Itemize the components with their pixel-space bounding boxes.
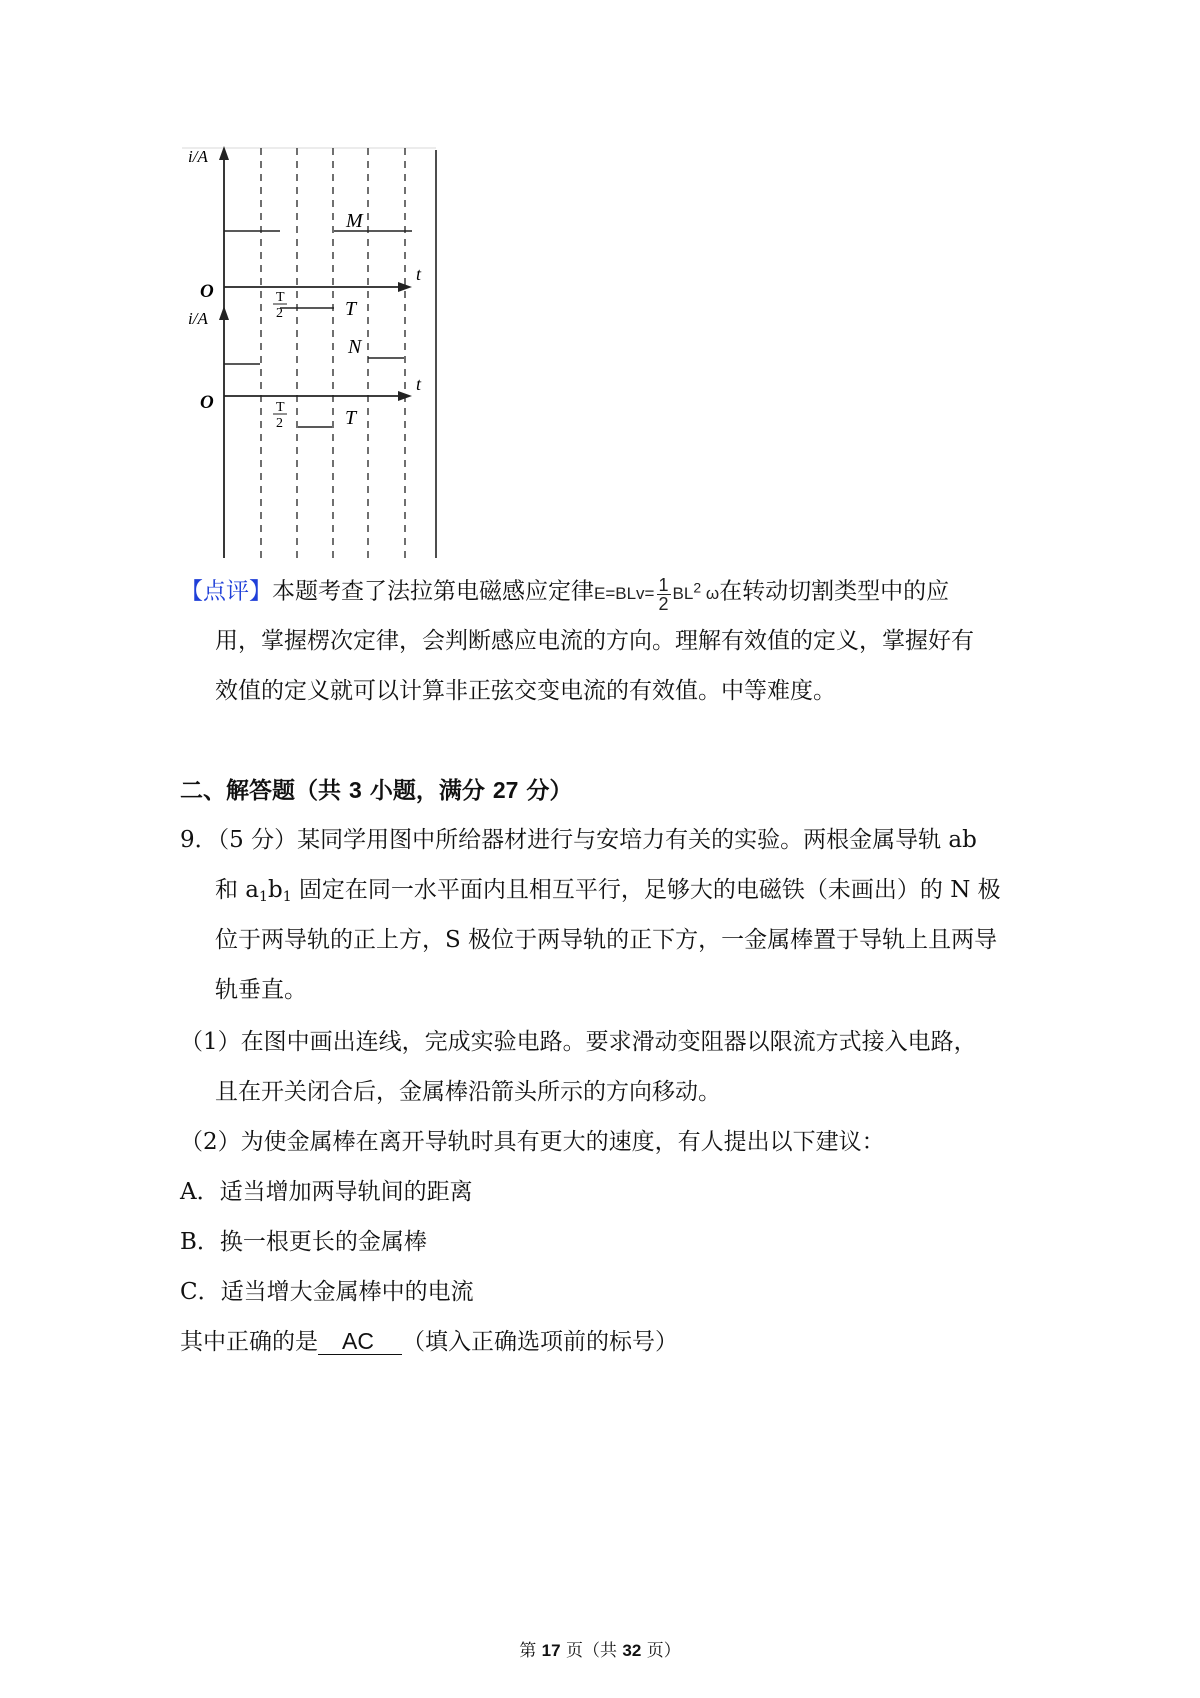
option-a: A．适当增加两导轨间的距离 <box>180 1179 473 1205</box>
comment-line-1 <box>180 572 949 613</box>
graph2-y-label: i/A <box>188 309 208 328</box>
formula-num: 1 <box>658 574 669 595</box>
q9-line2-mid: b <box>267 877 283 903</box>
comment-line1-pre: 本题考查了法拉第电磁感应定律 <box>272 578 594 605</box>
footer-post: 页） <box>641 1641 681 1661</box>
q9-line2-post: 固定在同一水平面内且相互平行，足够大的电磁铁（未画出）的 N 极 <box>291 877 1001 903</box>
question9-line-3: 位于两导轨的正上方，S 极位于两导轨的正下方，一金属棒置于导轨上且两导 <box>215 927 998 953</box>
comment-line-2: 用，掌握楞次定律，会判断感应电流的方向。理解有效值的定义，掌握好有 <box>215 628 974 654</box>
graph1-half-period-num: T <box>276 290 285 305</box>
question9-line-2 <box>215 875 1001 905</box>
option-c: C．适当增大金属棒中的电流 <box>180 1279 474 1305</box>
footer-pre: 第 <box>519 1641 542 1661</box>
q9-line2-pre: 和 a <box>215 877 260 903</box>
formula-omega: ω <box>705 583 720 603</box>
graph1-t-label: t <box>416 264 422 284</box>
graph1-curve-label: M <box>346 210 363 232</box>
current-time-graphs-figure <box>180 140 440 560</box>
answer-pre: 其中正确的是 <box>180 1329 318 1355</box>
comment-tag: 【点评】 <box>180 578 272 605</box>
q9-line2-sub2: 1 <box>282 889 292 905</box>
graph1-origin-label: O <box>200 281 214 302</box>
graph1-period-label: T <box>345 298 357 320</box>
answer-line <box>180 1327 678 1357</box>
page-footer <box>0 1636 1200 1661</box>
formula-rhs: BL <box>672 583 694 603</box>
answer-post: （填入正确选项前的标号） <box>401 1329 678 1355</box>
graph2-half-period-num: T <box>276 400 285 415</box>
graph2-origin-label: O <box>200 392 214 413</box>
graph2-curve-label: N <box>348 336 362 358</box>
section-heading <box>180 775 572 806</box>
footer-total-pages: 32 <box>622 1641 642 1660</box>
option-b: B．换一根更长的金属棒 <box>180 1229 427 1255</box>
question9-line-1: 9．（5 分）某同学用图中所给器材进行与安培力有关的实验。两根金属导轨 ab <box>180 827 977 853</box>
comment-line1-post: 在转动切割类型中的应 <box>719 578 950 605</box>
section-title-pre: 二、解答题（共 <box>180 777 350 804</box>
graph1-half-period-den: 2 <box>276 306 283 321</box>
question9-sub1-line-2: 且在开关闭合后，金属棒沿箭头所示的方向移动。 <box>215 1079 721 1105</box>
formula-fraction <box>657 576 671 613</box>
section-title-post: 分） <box>518 777 573 804</box>
question9-sub2-line-1: （2）为使金属棒在离开导轨时具有更大的速度，有人提出以下建议： <box>180 1129 885 1155</box>
answer-blank: AC <box>318 1328 402 1355</box>
y-axis-arrow-icon-lower <box>219 306 229 320</box>
dashed-grid-lines <box>261 148 405 558</box>
graph1-y-label: i/A <box>188 147 208 166</box>
footer-mid: 页（共 <box>560 1641 623 1661</box>
induction-formula <box>594 574 720 614</box>
formula-exponent: 2 <box>693 579 702 595</box>
question9-sub1-line-1: （1）在图中画出连线，完成实验电路。要求滑动变阻器以限流方式接入电路， <box>180 1029 977 1055</box>
graph2-t-label: t <box>416 374 422 394</box>
section-score: 27 <box>492 777 519 803</box>
question9-line-4: 轨垂直。 <box>215 977 307 1003</box>
formula-lhs: E=BLv= <box>594 583 655 603</box>
footer-page-number: 17 <box>541 1641 561 1660</box>
formula-den: 2 <box>658 593 669 614</box>
graph2-half-period-den: 2 <box>276 416 283 431</box>
section-title-mid: 小题，满分 <box>361 777 493 804</box>
q9-line2-sub1: 1 <box>259 889 268 905</box>
graph2-period-label: T <box>345 407 357 429</box>
comment-line-3: 效值的定义就可以计算非正弦交变电流的有效值。中等难度。 <box>215 678 836 704</box>
section-count: 3 <box>349 777 362 803</box>
